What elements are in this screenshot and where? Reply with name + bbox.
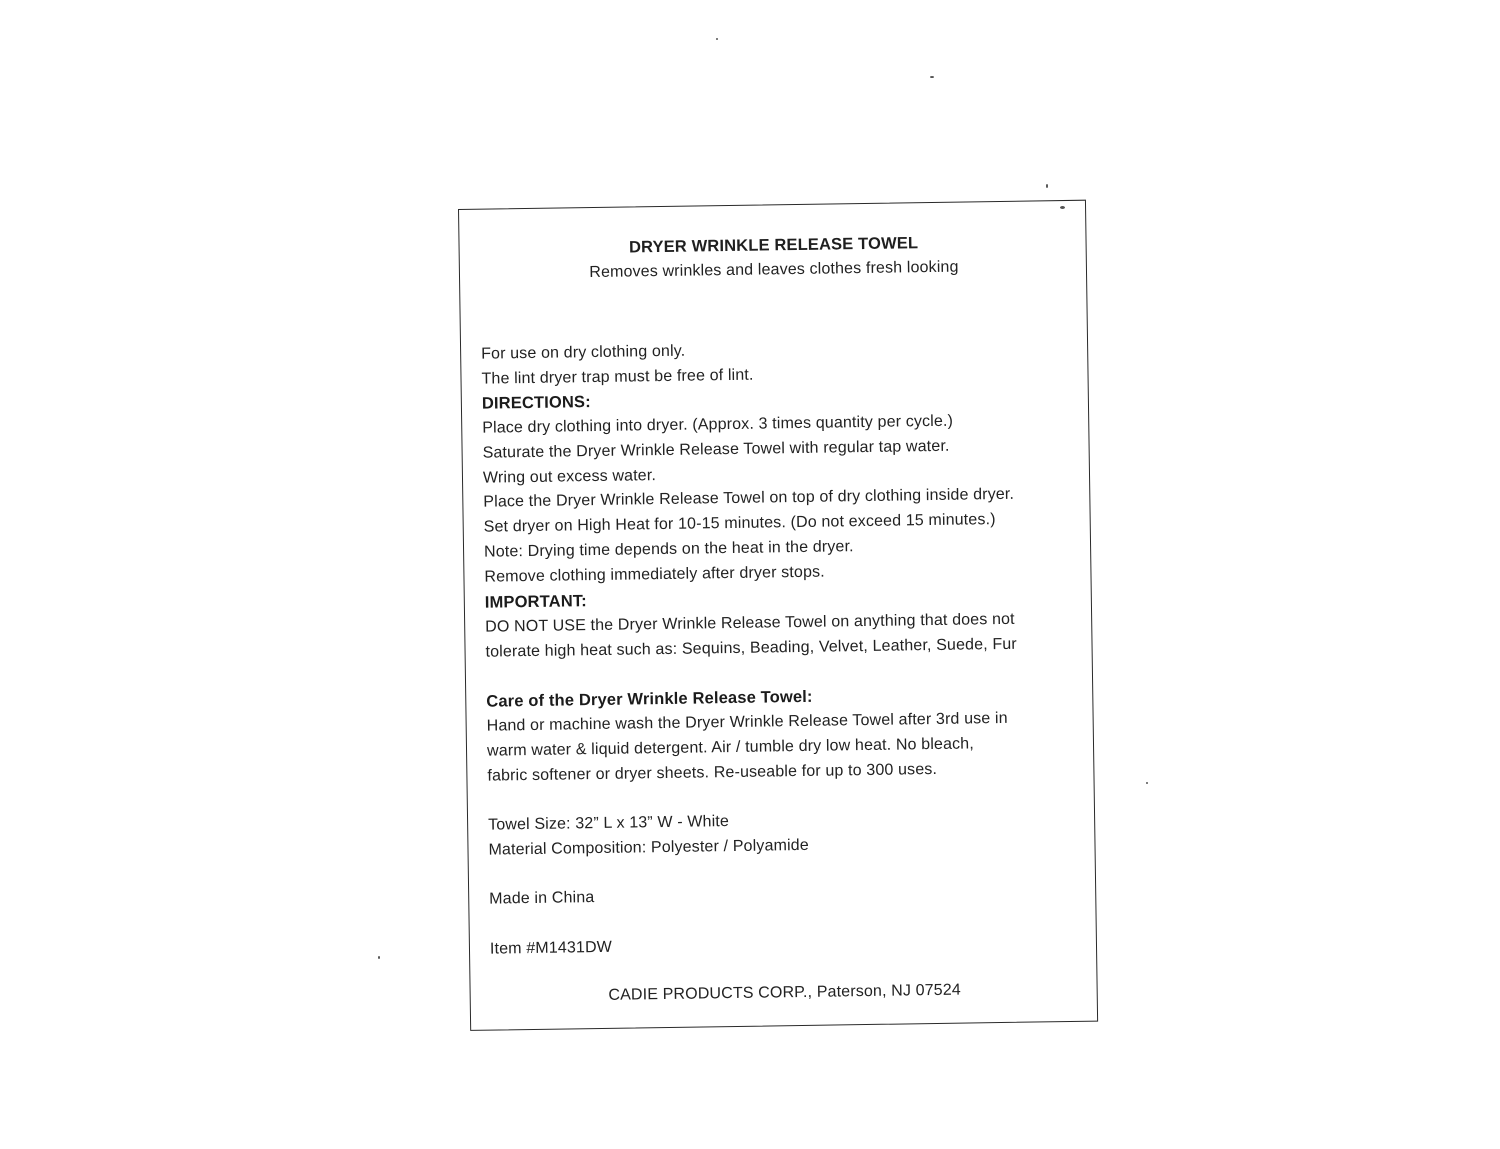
important-line: tolerate high heat such as: Sequins, Beading, Velvet, Leather, Suede, Fur [485,635,1017,661]
scan-speck [378,956,380,959]
care-line: warm water & liquid detergent. Air / tumble dry low heat. No bleach, [486,735,974,760]
direction-line: Place dry clothing into dryer. (Approx. 3 times quantity per cycle.) [482,412,954,437]
scan-speck [1146,782,1148,784]
intro-line: The lint dryer trap must be free of lint. [481,366,754,388]
label-subtitle: Removes wrinkles and leaves clothes fresh looking [589,258,959,282]
important-heading: IMPORTANT: [484,592,587,612]
direction-line: Remove clothing immediately after dryer stops. [484,563,825,586]
scan-speck [716,38,718,40]
direction-line: Set dryer on High Heat for 10-15 minutes. (Do not exceed 15 minutes.) [483,511,996,536]
scan-speck [1046,184,1048,188]
material-composition: Material Composition: Polyester / Polyamide [488,836,809,859]
item-number: Item #M1431DW [489,938,613,958]
important-line: DO NOT USE the Dryer Wrinkle Release Towel on anything that does not [485,610,1015,636]
company-info: CADIE PRODUCTS CORP., Paterson, NJ 07524 [608,981,962,1004]
scan-speck [930,76,934,78]
towel-size: Towel Size: 32” L x 13” W - White [488,813,730,834]
direction-line: Saturate the Dryer Wrinkle Release Towel with regular tap water. [482,437,950,462]
label-title: DRYER WRINKLE RELEASE TOWEL [628,234,919,257]
intro-line: For use on dry clothing only. [481,342,686,363]
direction-line: Place the Dryer Wrinkle Release Towel on top of dry clothing inside dryer. [483,485,1015,511]
care-line: fabric softener or dryer sheets. Re-useable for up to 300 uses. [487,760,938,785]
product-label [458,200,1098,1031]
care-heading: Care of the Dryer Wrinkle Release Towel: [486,687,813,711]
direction-line: Note: Drying time depends on the heat in the dryer. [483,538,854,561]
care-line: Hand or machine wash the Dryer Wrinkle Release Towel after 3rd use in [486,709,1008,735]
direction-line: Wring out excess water. [482,467,657,487]
country-of-origin: Made in China [489,889,595,908]
directions-heading: DIRECTIONS: [481,393,591,413]
